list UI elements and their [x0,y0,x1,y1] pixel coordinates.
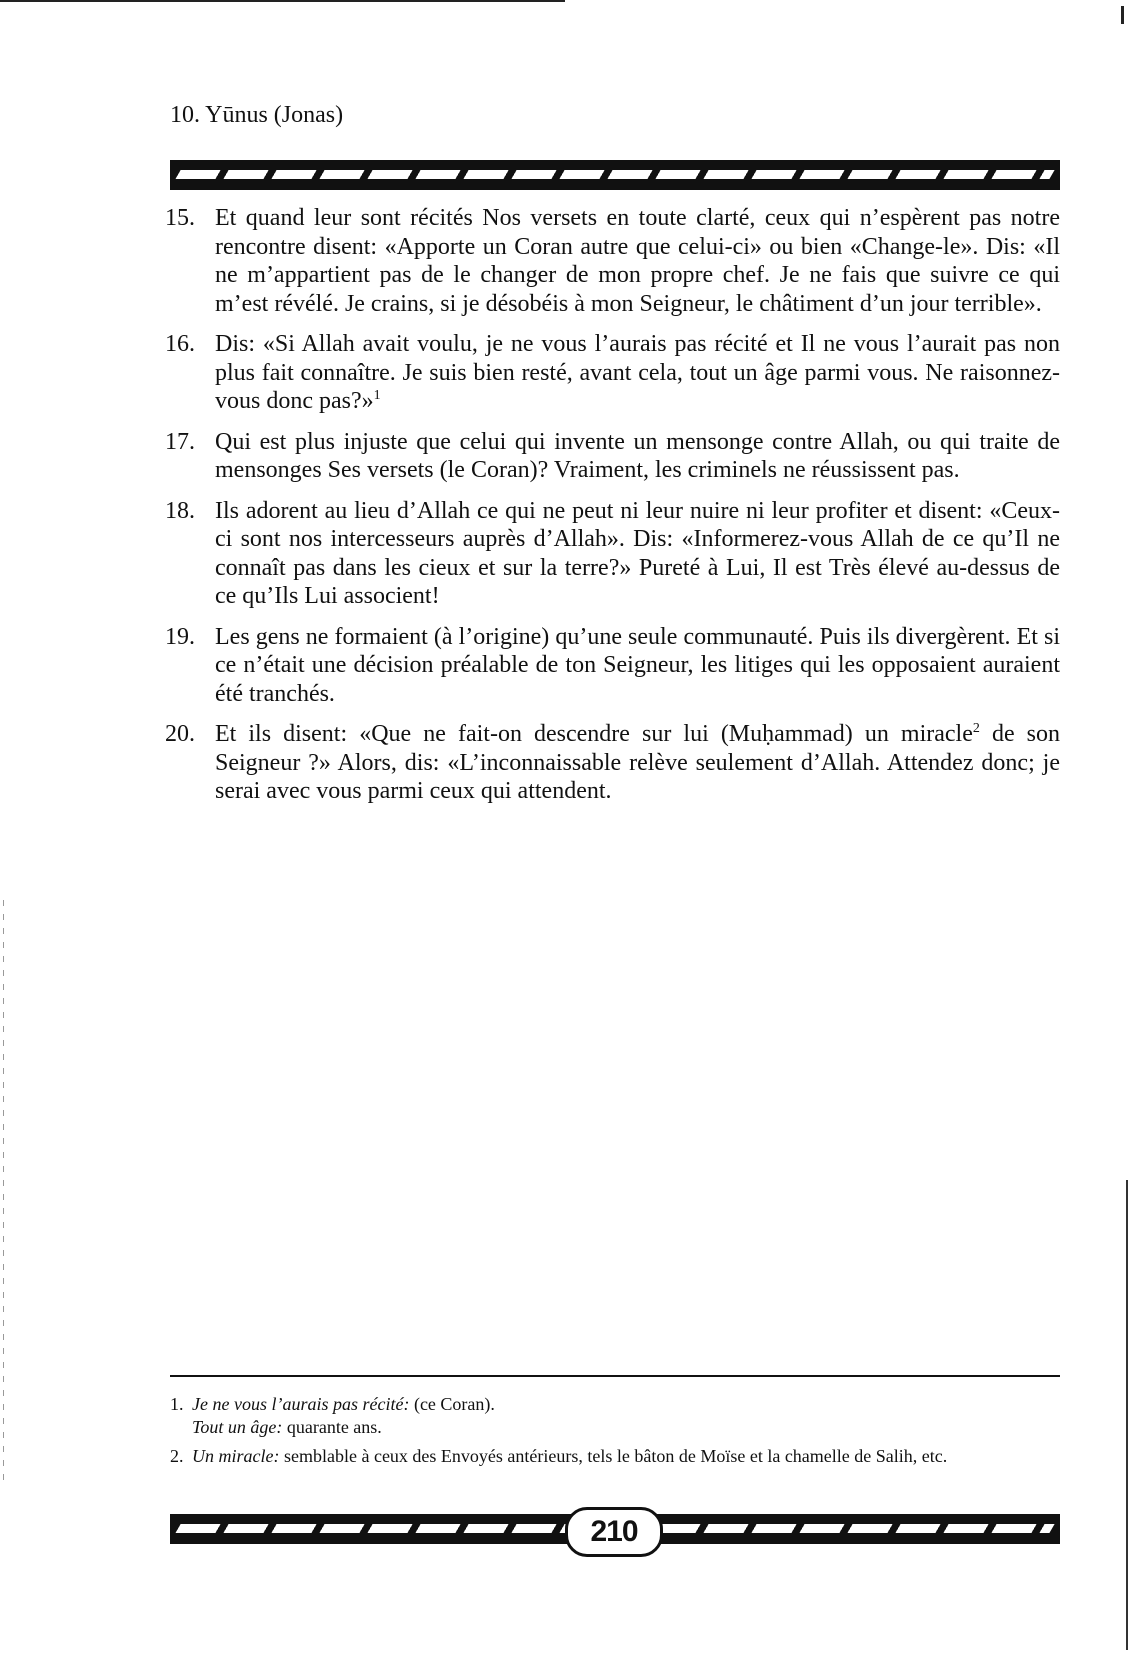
verse-text [215,330,1060,416]
footnote-term: Je ne vous l’aurais pas récité: [192,1394,410,1414]
footnote-term: Un miracle: [192,1446,280,1466]
footnote-2 [170,1445,1060,1468]
chain-ornament [175,170,1054,179]
verse-17 [165,428,1060,485]
footnote-ref-2[interactable]: 2 [972,721,980,736]
page-number: 210 [565,1507,663,1557]
footnote-number: 2. [170,1446,184,1466]
scan-mark [1121,6,1124,24]
verse-text: Qui est plus injuste que celui qui invente un mensonge contre Allah, ou qui traite de mensonges Ses versets (le Coran)? Vraiment, les criminels ne réussissent pas. [215,428,1060,483]
decorative-chain-banner-top [170,160,1060,190]
verse-20 [165,720,1060,806]
footnote-body [192,1445,1060,1468]
verse-text: Les gens ne formaient (à l’origine) qu’une seule communauté. Puis ils divergèrent. Et si ce n’était une décision préalable de ton Seigneur, les litiges qui les opposaient auraient été tranchés. [215,623,1060,707]
verse-18 [165,497,1060,611]
verse-body: Dis: «Si Allah avait voulu, je ne vous l’aurais pas récité et Il ne vous l’aurait pas non plus fait connaître. Je suis bien resté, avant cela, tout un âge parmi vous. Ne raisonnez-vous donc pas?» [215,331,1060,414]
footnote-divider [170,1375,1060,1377]
verse-number: 15. [165,205,195,231]
verse-number: 19. [165,623,195,650]
running-title: 10. Yūnus (Jonas) [170,102,344,128]
verse-list [165,204,1060,818]
footnote-text: (ce Coran). [409,1394,495,1414]
verse-number: 20. [165,721,195,747]
footnote-term: Tout un âge: [192,1417,283,1437]
verse-number: 17. [165,428,195,455]
verse-text: Et quand leur sont récités Nos versets en toute clarté, ceux qui n’espèrent pas notre rencontre disent: «Apporte un Coran autre que celui-ci» ou bien «Change-le». Dis: «Il ne m’appartient pas de le changer de mon propre chef. Je ne fais que suivre ce qui m’est révélé. Je crains, si je désobéis à mon Seigneur, le châtiment d’un jour terrible». [215,205,1060,317]
verse-body: Et ils disent: «Que ne fait-on descendre sur lui (Muḥammad) un miracle [215,721,973,747]
footnote-text: semblable à ceux des Envoyés antérieurs, tels le bâton de Moïse et la chamelle de Salih, etc. [279,1446,948,1466]
verse-text [215,720,1060,806]
scan-edge-right [1126,1180,1128,1650]
footnote-ref-1[interactable]: 1 [373,388,381,403]
verse-15 [165,204,1060,318]
footnote-text: quarante ans. [282,1417,382,1437]
footnote-1 [170,1393,1060,1439]
verse-text: Ils adorent au lieu d’Allah ce qui ne peut ni leur nuire ni leur profiter et disent: «Ceux-ci sont nos intercesseurs auprès d’Allah». Dis: «Informerez-vous Allah de ce qu’Il ne connaît pas dans les cieux et sur la terre?» Pureté à Lui, Il est Très élevé au-dessus de ce qu’Ils Lui associent! [215,497,1060,609]
verse-number: 16. [165,331,195,357]
footnotes [170,1393,1060,1474]
scan-edge-top [0,0,565,2]
scan-edge-left [3,900,4,1480]
verse-16 [165,330,1060,416]
verse-body-continued: de son Seigneur ?» Alors, dis: «L’inconnaissable relève seulement d’Allah. Attendez donc; je serai avec vous parmi ceux qui attendent. [215,721,1060,804]
verse-number: 18. [165,497,195,524]
footnote-body [192,1393,1060,1439]
verse-19 [165,623,1060,709]
footnote-number: 1. [170,1394,184,1414]
